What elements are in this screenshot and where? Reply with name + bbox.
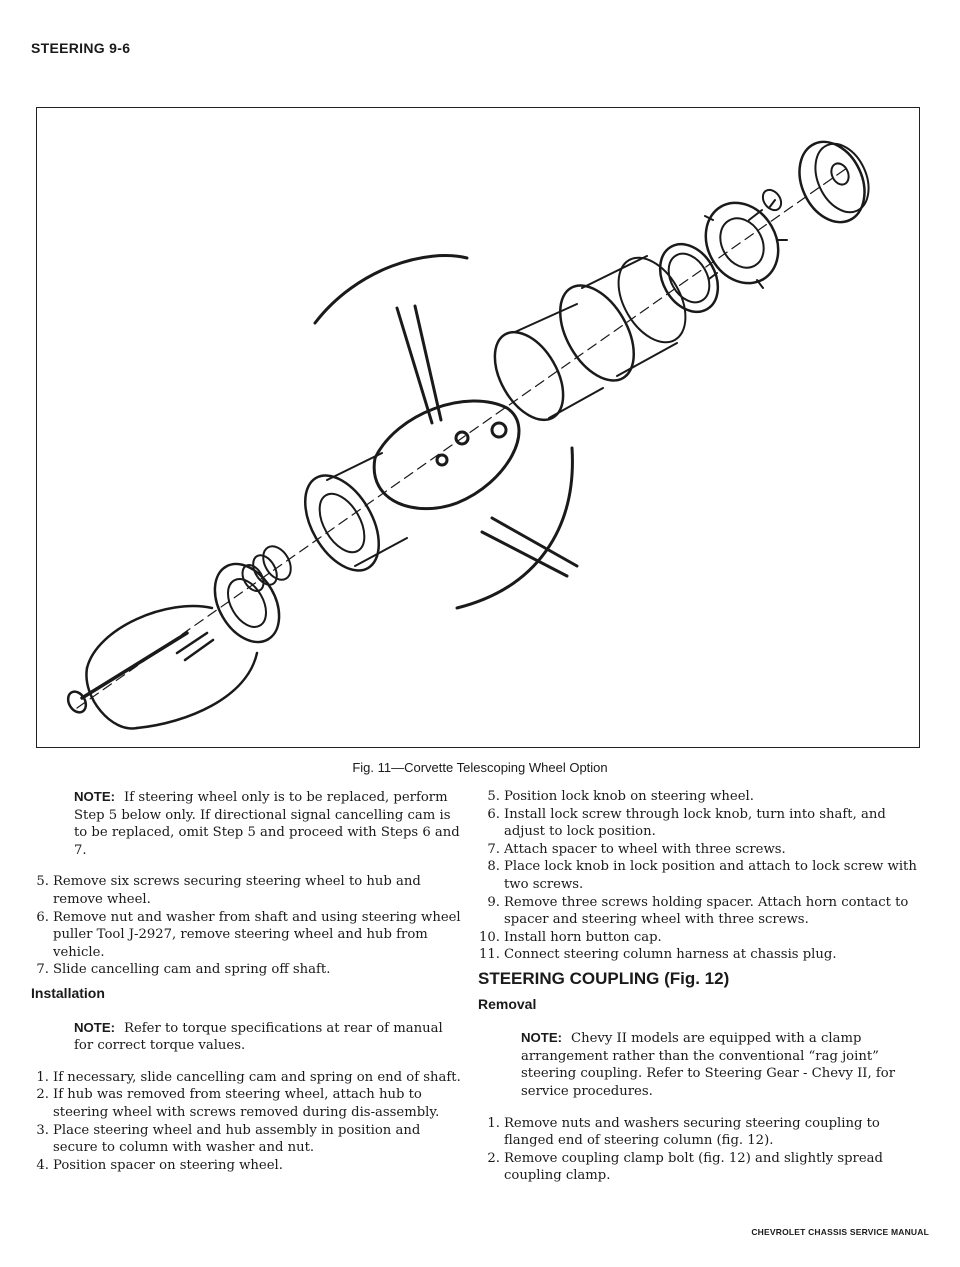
right-column [478,788,918,1191]
exploded-view-illustration [36,107,920,748]
step-number: 11. [479,947,500,963]
steering-wheel-drawing [315,256,577,608]
horn-contact-drawing [648,234,729,322]
step-number: 4. [36,1157,49,1173]
spacer-drawing [545,246,699,393]
step-number: 2. [487,1150,500,1166]
figure-caption: Fig. 11—Corvette Telescoping Wheel Option [352,760,608,775]
list-item [31,1122,461,1157]
installation-steps-continued-list [478,788,918,964]
step-number: 3. [36,1122,49,1138]
step-number: 9. [487,894,500,910]
list-item [478,946,918,964]
step-number: 2. [36,1087,49,1103]
list-item [31,1157,461,1175]
step-number: 5. [487,789,500,804]
list-item [31,961,461,979]
installation-steps-list [31,1069,461,1175]
step-number: 8. [487,859,500,875]
step-text: Remove six screws securing steering wheel to hub and remove wheel. [53,874,421,907]
cancelling-cam-drawing [290,453,407,583]
step-text: Connect steering column harness at chassis plug. [504,947,837,963]
assembly-axis [77,168,847,708]
step-text: Place steering wheel and hub assembly in position and secure to column with washer and nut. [53,1122,421,1156]
list-item [478,1115,918,1150]
coupling-removal-steps-list [478,1115,918,1185]
step-text: Remove coupling clamp bolt (fig. 12) and slightly spread coupling clamp. [504,1150,883,1184]
step-number: 6. [487,806,500,822]
step-number: 1. [487,1115,500,1131]
lock-knob-drawing [692,190,793,297]
left-column [31,788,461,1180]
note-torque [74,1019,461,1055]
step-text: Install lock screw through lock knob, turn into shaft, and adjust to lock position. [504,806,886,840]
step-text: Remove nut and washer from shaft and using steering wheel puller Tool J-2927, remove steering wheel and hub from vehicle. [53,909,461,960]
note-text: Refer to torque specifications at rear of manual for correct torque values. [74,1020,443,1054]
step-number: 5. [36,874,49,890]
list-item [31,1086,461,1121]
list-item [31,873,461,908]
note-chevy-ii [521,1029,918,1100]
step-text: Position spacer on steering wheel. [53,1157,283,1173]
step-number: 7. [36,962,49,978]
list-item [478,858,918,893]
note-label: NOTE: [74,789,116,804]
step-number: 6. [36,909,49,925]
step-text: If necessary, slide cancelling cam and spring on end of shaft. [53,1069,461,1085]
list-item [31,909,461,962]
list-item [478,841,918,859]
step-text: Install horn button cap. [504,929,662,945]
step-number: 10. [479,929,500,945]
list-item [478,929,918,947]
column-housing-drawing [202,553,292,654]
step-text: Remove three screws holding spacer. Attach horn contact to spacer and steering wheel with three screws. [504,894,909,928]
step-number: 7. [487,841,500,857]
note-label: NOTE: [74,1019,116,1035]
note-replace-wheel [74,788,461,859]
page-header: STEERING 9-6 [31,40,131,56]
step-text: Slide cancelling cam and spring off shaft. [53,962,331,978]
section-heading: STEERING COUPLING (Fig. 12) [478,968,730,988]
removal-heading: Removal [478,995,537,1012]
spring-drawing [238,541,296,594]
installation-heading: Installation [31,984,105,1001]
step-number: 1. [36,1069,49,1085]
page-footer: CHEVROLET CHASSIS SERVICE MANUAL [751,1227,929,1237]
step-text: Position lock knob on steering wheel. [504,789,754,804]
horn-button-cap-drawing [787,131,879,232]
note-text: If steering wheel only is to be replaced, perform Step 5 below only. If directional signal cancelling cam is to be replaced, omit Step 5 and proceed with Steps 6 and 7. [74,790,460,858]
list-item [478,806,918,841]
step-text: Place lock knob in lock position and attach to lock screw with two screws. [504,859,917,892]
step-text: Attach spacer to wheel with three screws. [504,841,786,857]
note-text: Chevy II models are equipped with a clamp arrangement rather than the conventional “rag joint” steering coupling. Refer to Steering Gear - Chevy II, for service procedures. [521,1031,896,1099]
list-item [478,788,918,806]
note-label: NOTE: [521,1030,563,1046]
list-item [478,894,918,929]
list-item [31,1069,461,1087]
step-text: Remove nuts and washers securing steering coupling to flanged end of steering column (fig. 12). [504,1115,880,1149]
list-item [478,1150,918,1185]
removal-steps-list [31,873,461,979]
step-text: If hub was removed from steering wheel, attach hub to steering wheel with screws removed during dis-assembly. [53,1087,440,1120]
